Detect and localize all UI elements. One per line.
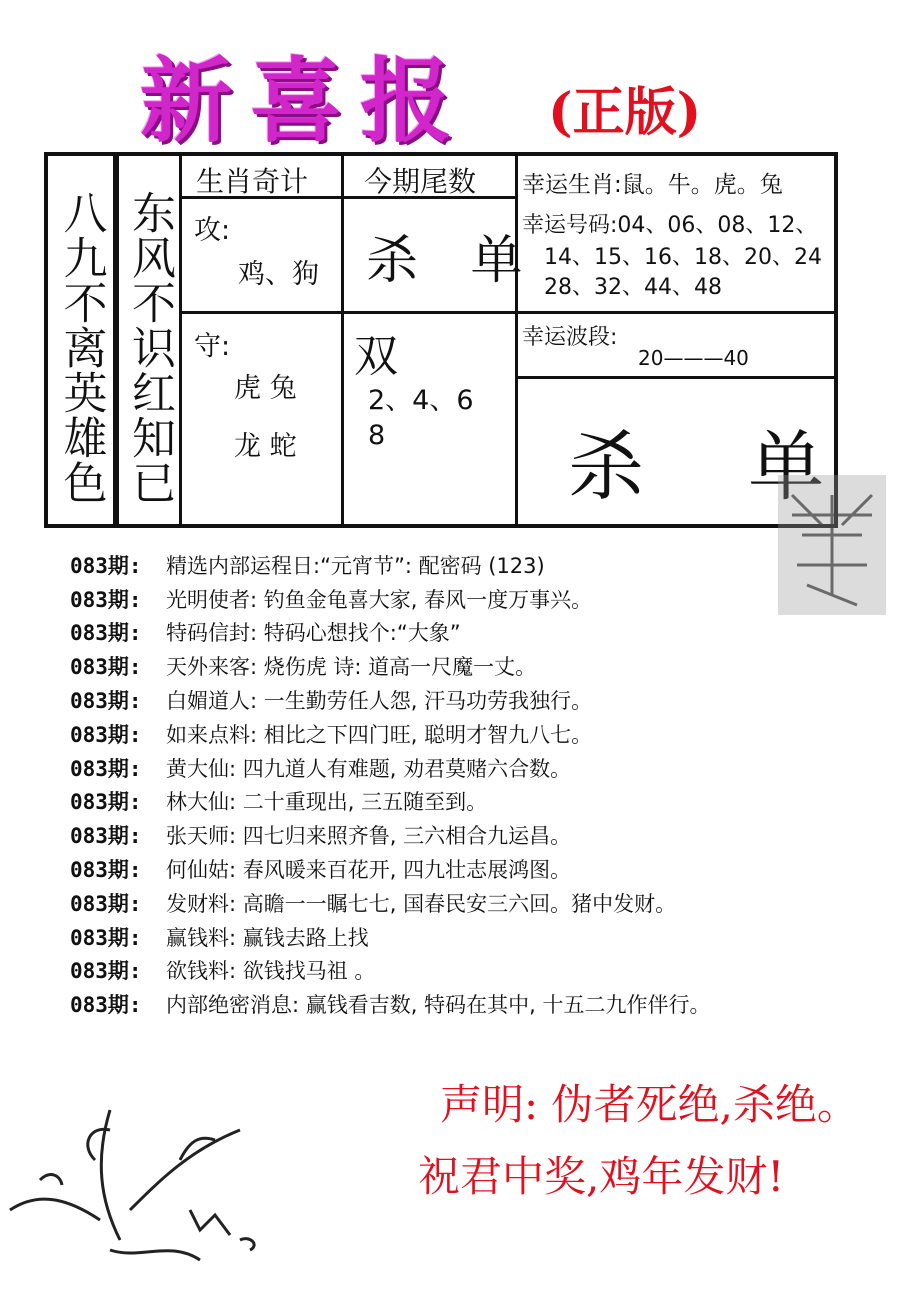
tail-numbers-1: 2、4、6 — [368, 385, 474, 416]
info-grid — [44, 152, 865, 528]
big-kill: 杀 单 — [568, 422, 865, 511]
lucky-numbers-1: 幸运号码:04、06、08、12、 — [522, 213, 818, 238]
lucky-numbers-2: 14、15、16、18、20、24 — [544, 245, 822, 270]
zodiac-header: 生肖奇计 — [196, 165, 309, 198]
defend-line-1: 虎 兔 — [234, 373, 297, 404]
attack-label: 攻: — [194, 215, 231, 246]
col-slogan-2 — [116, 156, 182, 524]
tail-kill: 杀 单 — [366, 231, 541, 291]
list-item: 083期: 特码信封: 特码心想找个:“大象” — [70, 621, 461, 646]
list-item: 083期: 精选内部运程日:“元宵节”: 配密码 (123) — [70, 553, 545, 578]
blessing-text: 祝君中奖,鸡年发财! — [418, 1152, 785, 1201]
lucky-numbers-3: 28、32、44、48 — [544, 275, 722, 300]
list-item: 083期: 欲钱料: 欲钱找马祖 。 — [70, 959, 376, 984]
slogan-1: 八九不离英雄色 — [55, 190, 107, 505]
orchid-drawing — [0, 1090, 280, 1290]
list-item: 083期: 如来点料: 相比之下四门旺, 聪明才智九八七。 — [70, 722, 593, 747]
tail-numbers-2: 8 — [368, 420, 386, 451]
list-item: 083期: 内部绝密消息: 赢钱看吉数, 特码在其中, 十五二九作伴行。 — [70, 993, 711, 1018]
col-slogan-1 — [48, 156, 116, 524]
defend-label: 守: — [194, 331, 231, 362]
list-item: 083期: 天外来客: 烧伤虎 诗: 道高一尺魔一丈。 — [70, 655, 537, 680]
tail-header: 今期尾数 — [364, 165, 477, 198]
newspaper-title: 新喜报 — [140, 47, 471, 155]
slogan-2: 东风不识红知已 — [124, 190, 175, 505]
edition-label: (正版) — [548, 82, 702, 143]
prediction-lines — [70, 548, 830, 1021]
list-item: 083期: 张天师: 四七归来照齐鲁, 三六相合九运昌。 — [70, 824, 572, 849]
list-item: 083期: 黄大仙: 四九道人有难题, 劝君莫赌六合数。 — [70, 756, 572, 781]
list-item: 083期: 林大仙: 二十重现出, 三五随至到。 — [70, 790, 488, 815]
list-item: 083期: 何仙姑: 春风暖来百花开, 四九壮志展鸿图。 — [70, 858, 572, 883]
declaration-text: 声明: 伪者死绝,杀绝。 — [440, 1080, 859, 1129]
list-item: 083期: 发财料: 高瞻一一瞩七七, 国春民安三六回。猪中发财。 — [70, 891, 677, 916]
lucky-wave-label: 幸运波段: — [522, 325, 618, 350]
list-item: 083期: 白媚道人: 一生勤劳任人怨, 汗马功劳我独行。 — [70, 689, 593, 714]
lucky-zodiac: 幸运生肖:鼠。牛。虎。兔 — [522, 172, 783, 198]
tail-type: 双 — [354, 331, 398, 382]
list-item: 083期: 赢钱料: 赢钱去路上找 — [70, 925, 369, 950]
attack-values: 鸡、狗 — [238, 259, 319, 290]
list-item: 083期: 光明使者: 钓鱼金龟喜大家, 春风一度万事兴。 — [70, 587, 593, 612]
lucky-wave-range: 20———40 — [638, 346, 749, 370]
defend-line-2: 龙 蛇 — [234, 431, 297, 462]
